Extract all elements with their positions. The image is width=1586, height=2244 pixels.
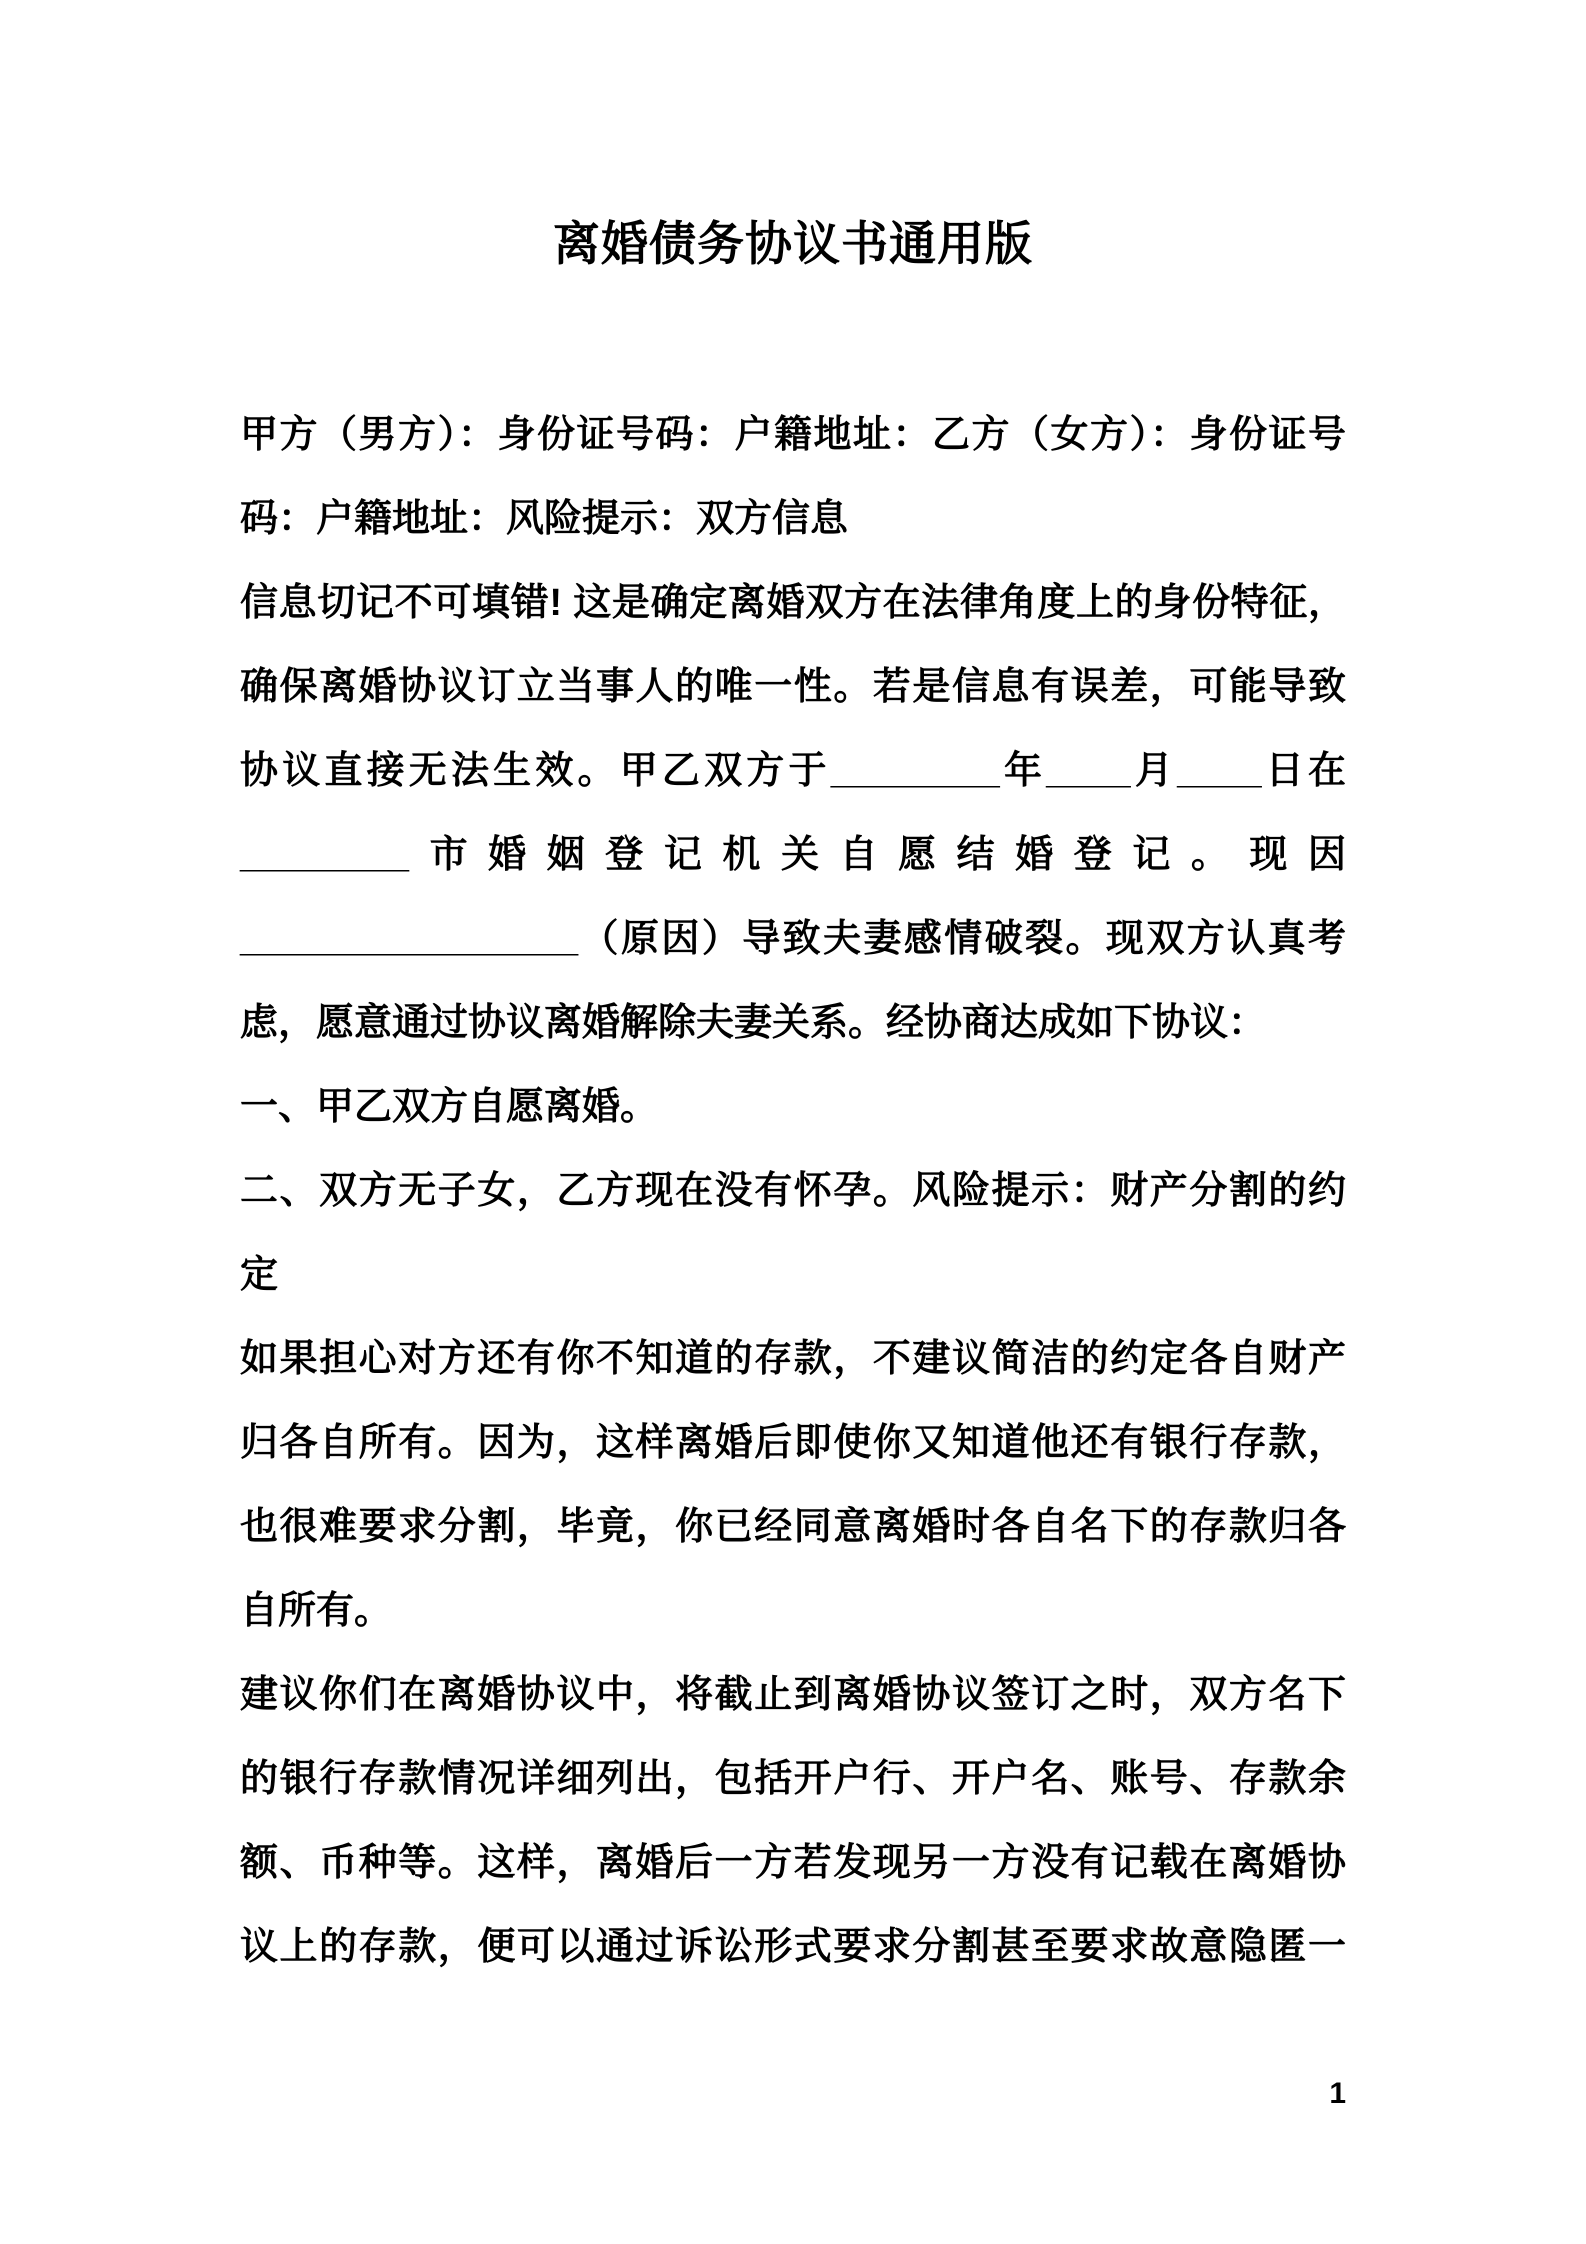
- document-line: 甲方（男方）：身份证号码：户籍地址：乙方（女方）：身份证号: [240, 414, 1346, 456]
- document-line: 如果担心对方还有你不知道的存款，不建议简洁的约定各自财产: [240, 1338, 1346, 1380]
- document-line: 协议直接无法生效。甲乙双方于________年____月____日在: [240, 750, 1346, 792]
- document-line: 也很难要求分割，毕竟，你已经同意离婚时各自名下的存款归各: [240, 1506, 1346, 1548]
- document-line: ________________（原因）导致夫妻感情破裂。现双方认真考: [240, 918, 1346, 960]
- document-line: 自所有。: [240, 1590, 393, 1632]
- document-line: 归各自所有。因为，这样离婚后即使你又知道他还有银行存款，: [240, 1422, 1346, 1464]
- document-line: 信息切记不可填错! 这是确定离婚双方在法律角度上的身份特征，: [240, 582, 1346, 624]
- document-body: [240, 393, 1346, 1989]
- document-line: 建议你们在离婚协议中，将截止到离婚协议签订之时，双方名下: [240, 1674, 1346, 1716]
- document-line: ________市婚姻登记机关自愿结婚登记。现因: [240, 834, 1346, 876]
- document-line: 码：户籍地址：风险提示：双方信息: [240, 498, 849, 540]
- page-number: 1: [1329, 2077, 1346, 2110]
- document-line: 虑，愿意通过协议离婚解除夫妻关系。经协商达成如下协议：: [240, 1002, 1267, 1044]
- document-line: 定: [240, 1254, 279, 1296]
- document-title: 离婚债务协议书通用版: [553, 217, 1033, 270]
- document-line: 一、甲乙双方自愿离婚。: [240, 1086, 659, 1128]
- document-line: 二、双方无子女，乙方现在没有怀孕。风险提示：财产分割的约: [240, 1170, 1346, 1212]
- document-line: 额、币种等。这样，离婚后一方若发现另一方没有记载在离婚协: [240, 1842, 1346, 1884]
- document-line: 议上的存款，便可以通过诉讼形式要求分割甚至要求故意隐匿一: [240, 1926, 1346, 1968]
- document-line: 的银行存款情况详细列出，包括开户行、开户名、账号、存款余: [240, 1758, 1346, 1800]
- document-line: 确保离婚协议订立当事人的唯一性。若是信息有误差，可能导致: [240, 666, 1346, 708]
